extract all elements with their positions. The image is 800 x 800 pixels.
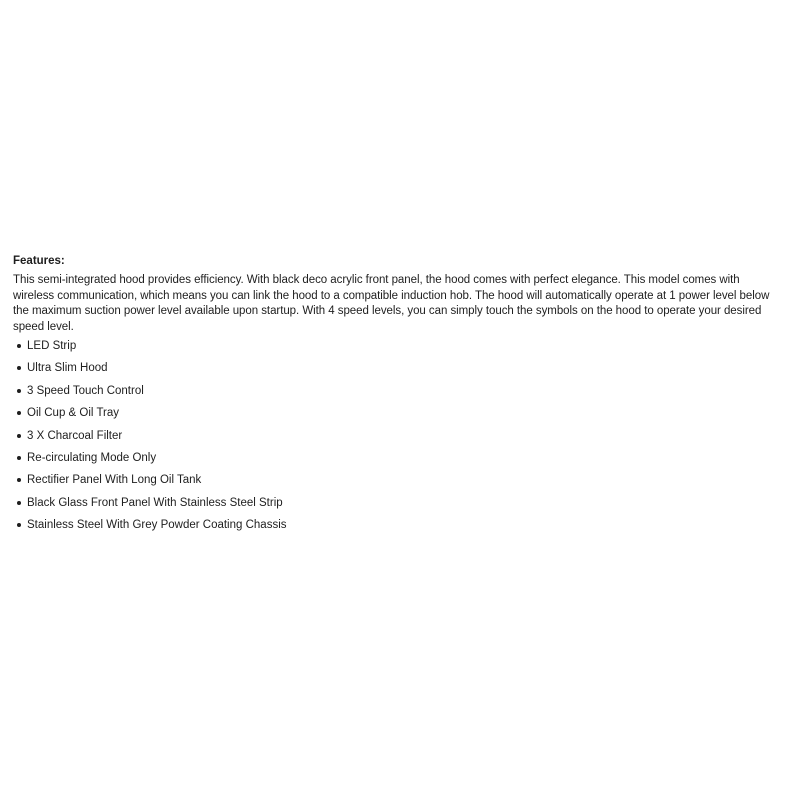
list-item-label: 3 X Charcoal Filter: [27, 429, 123, 442]
bullet-icon: [17, 434, 21, 438]
list-item-label: LED Strip: [27, 340, 77, 352]
list-item: [13, 384, 773, 406]
bullet-icon: [17, 478, 21, 482]
list-item: [13, 429, 773, 451]
list-item-label: Stainless Steel With Grey Powder Coating Chassis: [27, 519, 287, 532]
list-item: [13, 473, 773, 495]
features-list: [13, 339, 773, 541]
list-item-label: Black Glass Front Panel With Stainless Steel Strip: [27, 496, 283, 509]
list-item-label: Rectifier Panel With Long Oil Tank: [27, 474, 202, 487]
bullet-icon: [17, 344, 21, 348]
bullet-icon: [17, 501, 21, 505]
bullet-icon: [17, 411, 21, 415]
list-item-label: Oil Cup & Oil Tray: [27, 407, 120, 420]
list-item: [13, 496, 773, 518]
bullet-icon: [17, 389, 21, 393]
features-section: [13, 254, 773, 541]
list-item: [13, 451, 773, 473]
list-item: [13, 518, 773, 540]
bullet-icon: [17, 366, 21, 370]
list-item-label: 3 Speed Touch Control: [27, 384, 144, 397]
list-item: [13, 406, 773, 428]
features-heading: Features:: [13, 255, 65, 267]
list-item: [13, 361, 773, 383]
bullet-icon: [17, 456, 21, 460]
list-item: [13, 339, 773, 361]
list-item-label: Re-circulating Mode Only: [27, 451, 157, 464]
list-item-label: Ultra Slim Hood: [27, 362, 108, 375]
bullet-icon: [17, 523, 21, 527]
features-description: This semi-integrated hood provides efficiency. With black deco acrylic front panel, the hood comes with perfect elegance. This model comes with wireless communication, which means you can link the hood to a compatible induction hob. The hood will automatically operate at 1 power level below the maximum suction power level available upon startup. With 4 speed levels, you can simply touch the symbols on the hood to operate your desired speed level.: [13, 274, 770, 333]
